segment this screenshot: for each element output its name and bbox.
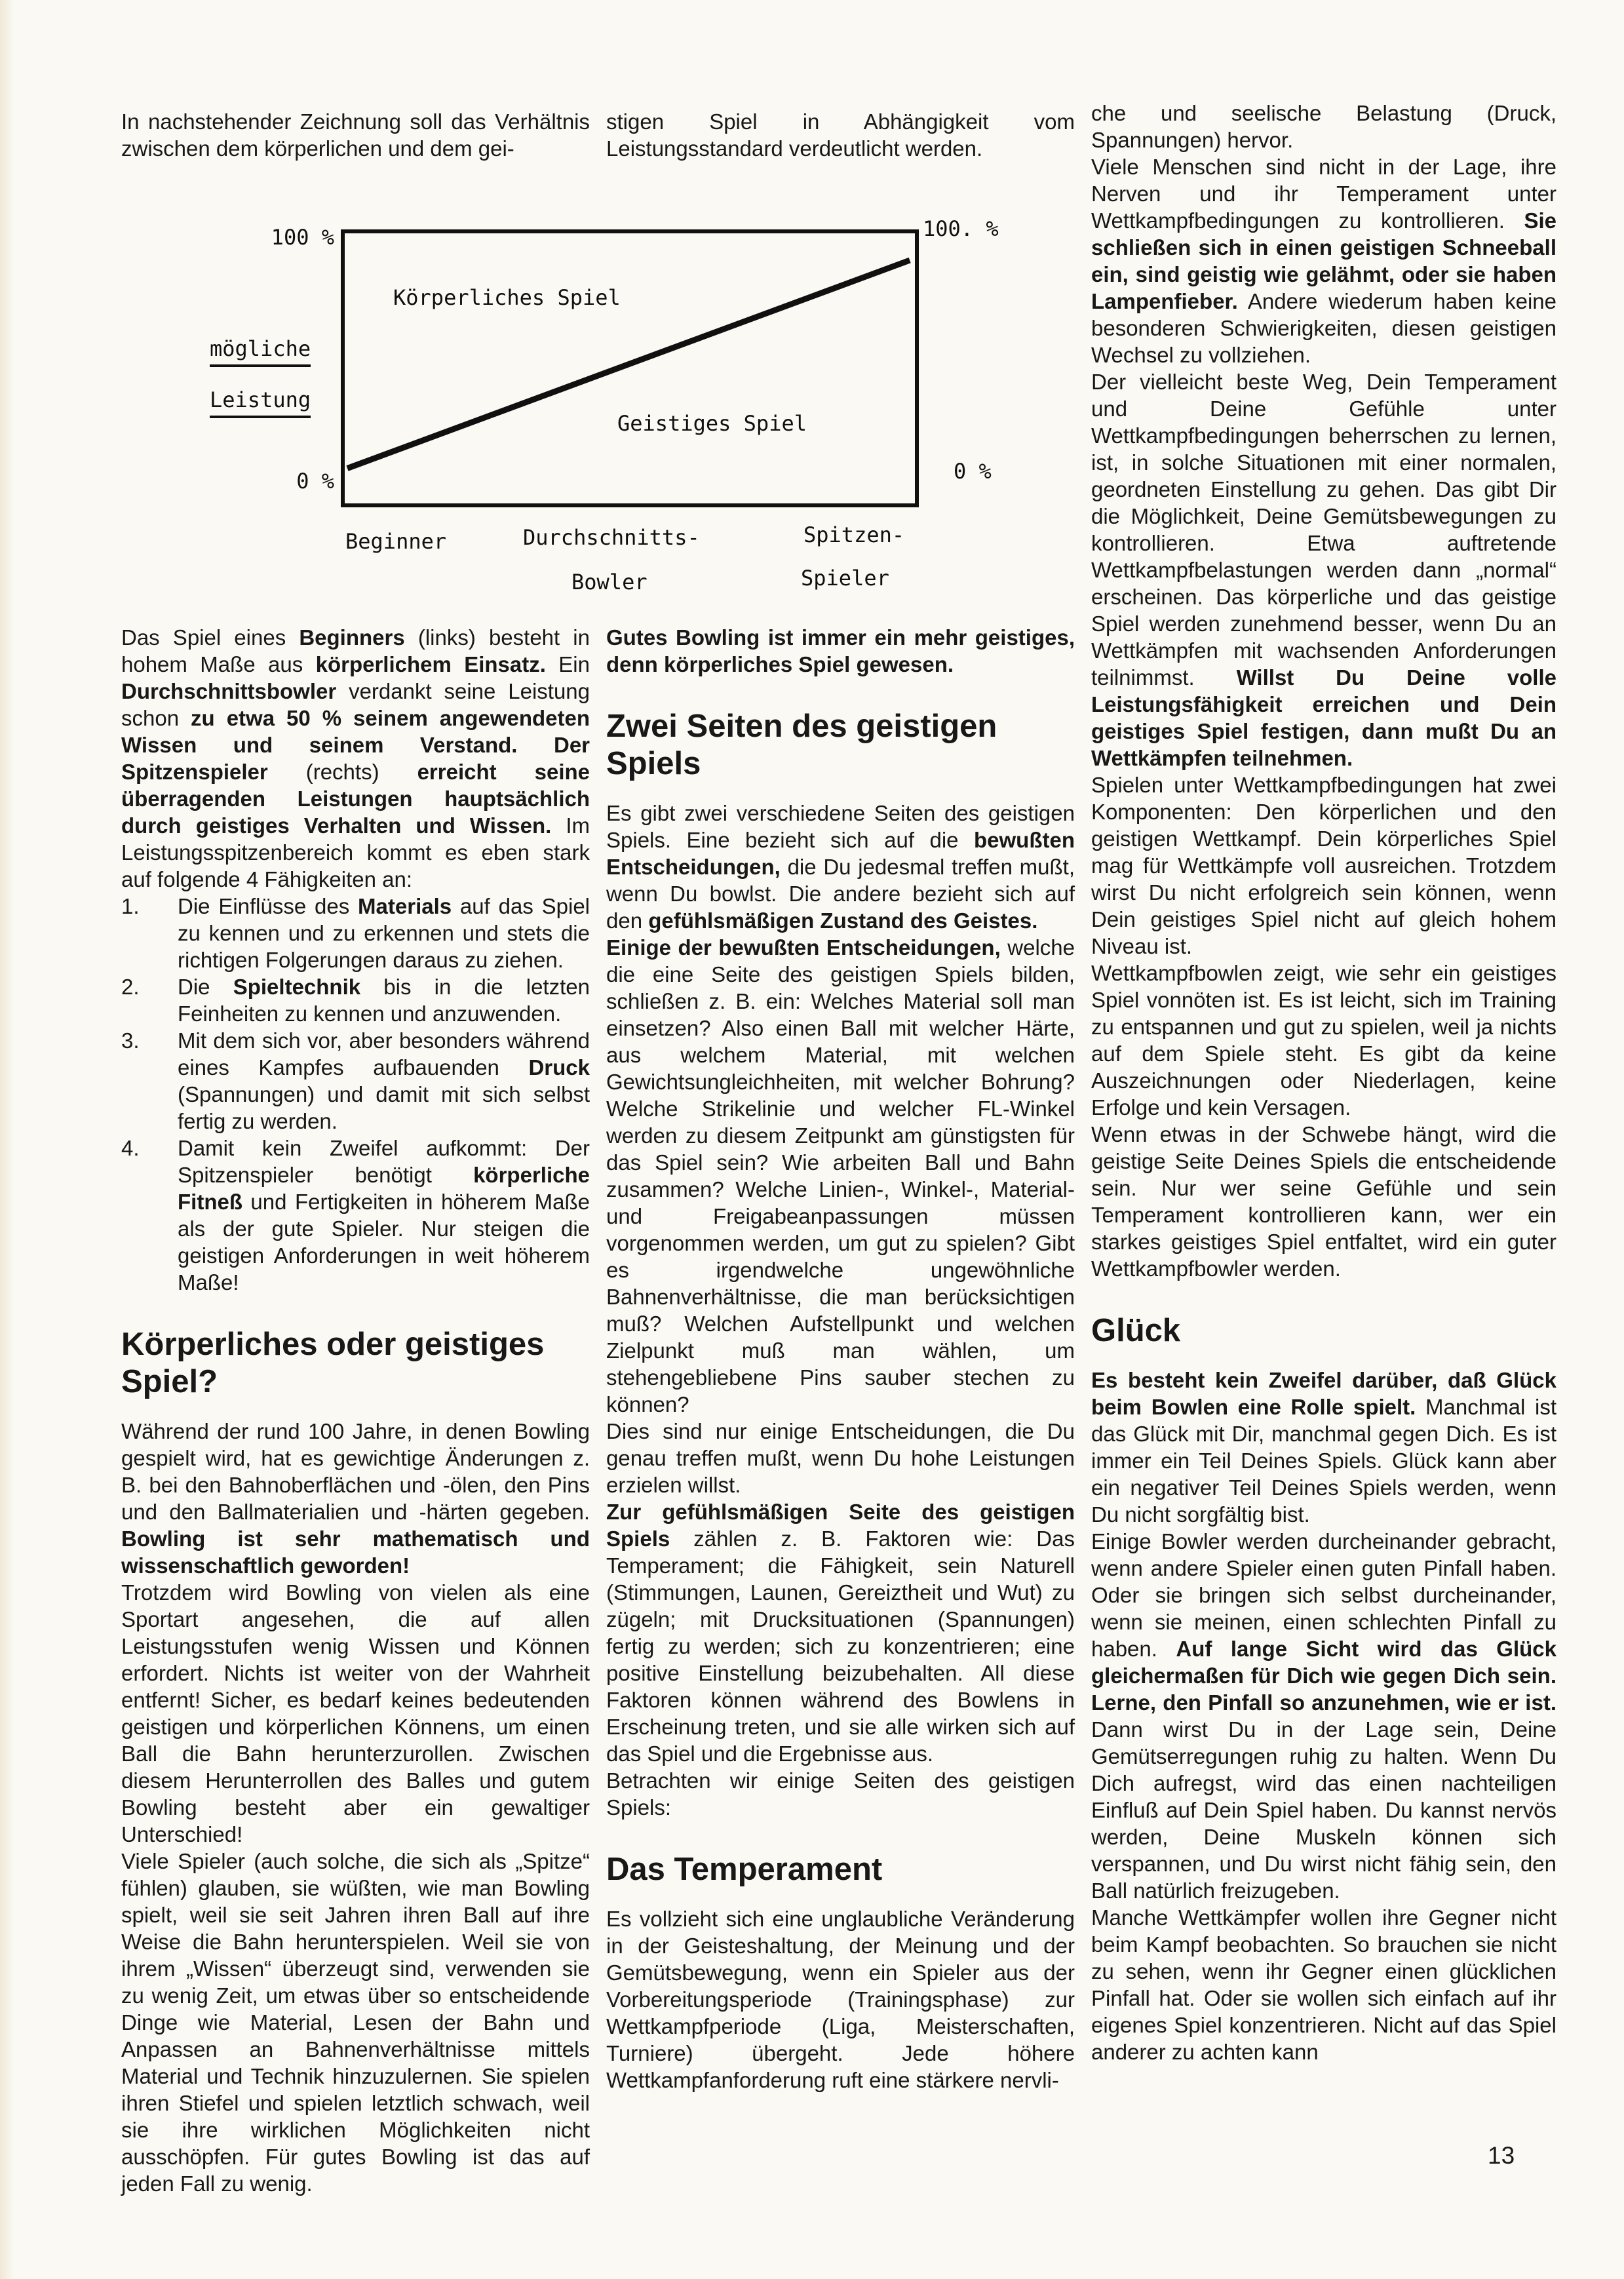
paragraph: Das Spiel eines Beginners (links) besteht in hohem Maße aus körperlichem Einsatz. Ein Durchschnittsbowler verdankt seine Leistung schon zu etwa 50 % seinem angewendeten Wissen und seinem Verstand. Der Spitzenspieler (rechts) erreicht seine überragenden Leistungen hauptsächlich durch geistiges Verhalten und Wissen. Im Leistungsspitzenbereich kommt es eben stark auf folgende 4 Fähigkeiten an: [121, 625, 590, 891]
paragraph: Spielen unter Wettkampfbedingungen hat zwei Komponenten: Den körperlichen und den geistigen Wettkampf. Dein körperliches Spiel mag für Wettkämpfe voll ausreichen. Trotzdem wirst Du nicht erfolgreich sein können, wenn Dein geistiges Spiel nicht auf gleich hohem Niveau ist. [1091, 773, 1556, 958]
list-item-text: Damit kein Zweifel aufkommt: Der Spitzenspieler benötigt körperliche Fitneß und Fertigkeiten in höherem Maße als der gute Spieler. Nur steigen die geistigen Anforderungen in weit höherem Maße! [178, 1136, 590, 1295]
intro-paragraph-left: In nachstehender Zeichnung soll das Verhältnis zwischen dem körperlichen und dem gei- [121, 109, 590, 161]
column-left [121, 624, 590, 2197]
area-label-koerperliches-spiel: Körperliches Spiel [393, 285, 621, 310]
paragraph: Wettkampfbowlen zeigt, wie sehr ein geistiges Spiel vonnöten ist. Es ist leicht, sich im Training zu entspannen und gut zu spielen, weil ja nichts auf dem Spiele steht. Es gibt da keine Auszeichnungen oder Niederlagen, keine Erfolge und kein Versagen. [1091, 961, 1556, 1120]
list-item-text: Die Spieltechnik bis in die letzten Feinheiten zu kennen und anzuwenden. [178, 975, 590, 1026]
list-item [121, 1135, 590, 1296]
paragraph: Betrachten wir einige Seiten des geistigen Spiels: [606, 1768, 1075, 1820]
bold-text: Es besteht kein Zweifel darüber, daß Glück beim Bowlen eine Rolle spielt. [1091, 1368, 1556, 1419]
paragraph: Der vielleicht beste Weg, Dein Temperament und Deine Gefühle unter Wettkampfbedingungen beherrschen zu lernen, ist, in solche Situationen mit einer normalen, geordneten Einstellung zu gehen. Das gibt Dir die Möglichkeit, Deine Gemütsbewegungen zu kontrollieren. Etwa auftretende Wettkampfbelastungen werden dann „normal“ erscheinen. Das körperliche und das geistige Spiel werden zunehmend besser, wenn Du an Wettkämpfen mit wachsenden Anforderungen teilnimmst. Willst Du Deine volle Leistungsfähigkeit erreichen und Dein geistiges Spiel festigen, dann mußt Du an Wettkämpfen teilnehmen. [1091, 370, 1556, 770]
paragraph: che und seelische Belastung (Druck, Spannungen) hervor. [1091, 101, 1556, 152]
list-item-text: Mit dem sich vor, aber besonders während eines Kampfes aufbauenden Druck (Spannungen) und damit mit sich selbst fertig zu werden. [178, 1028, 590, 1133]
x-axis-label-beginner: Beginner [345, 529, 447, 554]
list-item-number: 3. [121, 1028, 140, 1053]
y-axis-max-label-left: 100 % [271, 225, 334, 250]
bold-text: Auf lange Sicht wird das Glück gleichermaßen für Dich wie gegen Dich sein. Lerne, den Pinfall so anzunehmen, wie er ist. [1091, 1637, 1556, 1715]
list-item-text: Die Einflüsse des Materials auf das Spiel zu kennen und zu erkennen und stets die richtigen Folgerungen daraus zu ziehen. [178, 894, 590, 972]
bold-text: Willst Du Deine volle Leistungsfähigkeit erreichen und Dein geistiges Spiel festigen, dann mußt Du an Wettkämpfen teilnehmen. [1091, 665, 1556, 770]
area-label-geistiges-spiel: Geistiges Spiel [617, 411, 807, 436]
x-axis-label-spitzen: Spitzen- [803, 522, 905, 547]
bold-text: Sie schließen sich in einen geistigen Schneeball ein, sind geistig wie gelähmt, oder sie haben Lampenfieber. [1091, 208, 1556, 313]
list-item-number: 2. [121, 975, 140, 999]
list-item [121, 973, 590, 1027]
list-item [121, 1027, 590, 1135]
bold-text: bewußten Entscheidungen, [606, 828, 1075, 879]
intro-paragraph-middle: stigen Spiel in Abhängigkeit vom Leistungsstandard verdeutlicht werden. [606, 109, 1075, 161]
y-axis-min-label-right: 0 % [954, 459, 992, 484]
list-item [121, 893, 590, 973]
paragraph [606, 624, 1075, 678]
list-item-number: 4. [121, 1136, 140, 1160]
section-heading: Das Temperament [606, 1852, 883, 1887]
paragraph: Trotzdem wird Bowling von vielen als eine Sportart angesehen, die auf allen Leistungsstufen wenig Wissen und Können erfordert. Nichts ist weiter von der Wahrheit entfernt! Sicher, es bedarf keines bedeutenden geistigen und körperlichen Könnens, um einen Ball die Bahn herunterzurollen. Zwischen diesem Herunterrollen des Balles und gutem Bowling besteht aber ein gewaltiger Unterschied! [121, 1580, 590, 1846]
bold-text: körperliche Fitneß [178, 1163, 590, 1214]
bold-text: Einige der bewußten Entscheidungen, [606, 935, 1001, 960]
paragraph: Viele Menschen sind nicht in der Lage, ihre Nerven und ihr Temperament unter Wettkampfbedingungen zu kontrollieren. Sie schließen sich in einen geistigen Schneeball ein, sind geistig wie gelähmt, oder sie haben Lampenfieber. Andere wiederum haben keine besonderen Schwierigkeiten, diesen geistigen Wechsel zu vollziehen. [1091, 155, 1556, 367]
y-axis-max-label-right: 100. % [923, 216, 999, 241]
x-axis-label-spieler: Spieler [801, 566, 889, 591]
bold-text: Bowling ist sehr mathematisch und wissenschaftlich geworden! [121, 1527, 590, 1578]
bold-text: Beginners [299, 625, 405, 650]
list-item-number: 1. [121, 894, 140, 918]
paragraph: Es vollzieht sich eine unglaubliche Veränderung in der Geisteshaltung, der Meinung und der Gemütsbewegung, wenn ein Spieler aus der Vorbereitungsperiode (Trainingsphase) zur Wettkampfperiode (Liga, Meisterschaften, Turniere) übergeht. Jede höhere Wettkampfanforderung ruft eine stärkere nervli- [606, 1907, 1075, 2092]
paragraph: Manche Wettkämpfer wollen ihre Gegner nicht beim Kampf beobachten. So brauchen sie nicht zu sehen, wenn ihr Gegner einen glücklichen Pinfall hat. Oder sie wollen sich einfach auf ihr eigenes Spiel konzentrieren. Nicht auf das Spiel anderer zu achten kann [1091, 1905, 1556, 2064]
bold-text: Zur gefühlsmäßigen Seite des geistigen Spiels [606, 1500, 1075, 1551]
x-axis-label-durchschnitts: Durchschnitts- [523, 525, 700, 550]
paragraph: Wenn etwas in der Schwebe hängt, wird die geistige Seite Deines Spiels die entscheidende sein. Nur wer seine Gefühle und sein Temperament kontrollieren kann, wer ein starkes geistiges Spiel entfaltet, wird ein guter Wettkampfbowler werden. [1091, 1122, 1556, 1281]
column-right [1091, 100, 1556, 2065]
section-heading: Körperliches oder geistiges Spiel? [121, 1327, 545, 1399]
bold-text: Druck [528, 1055, 590, 1080]
paragraph: Zur gefühlsmäßigen Seite des geistigen Spiels zählen z. B. Faktoren wie: Das Temperament; die Fähigkeit, sein Naturell (Stimmungen, Launen, Gereiztheit und Wut) zu zügeln; mit Drucksituationen (Spannungen) fertig zu werden; sich zu konzentrieren; eine positive Einstellung beizubehalten. All diese Faktoren können während des Bowlens in Erscheinung treten, und sie alle wirken sich auf das Spiel und die Ergebnisse aus. [606, 1500, 1075, 1766]
y-axis-title-line2: Leistung [210, 387, 311, 418]
paragraph: Dies sind nur einige Entscheidungen, die Du genau treffen mußt, wenn Du hohe Leistungen erzielen willst. [606, 1419, 1075, 1497]
y-axis-min-label-left: 0 % [296, 469, 334, 494]
paragraph: Es besteht kein Zweifel darüber, daß Glück beim Bowlen eine Rolle spielt. Manchmal ist das Glück mit Dir, manchmal gegen Dich. Es ist immer ein Teil Deines Spiels. Glück kann aber ein negativer Teil Deines Spiels werden, wenn Du nicht sorgfältig bist. [1091, 1368, 1556, 1527]
bold-text: zu etwa 50 % seinem angewendeten Wissen und seinem Verstand. [121, 706, 590, 757]
x-axis-label-bowler: Bowler [571, 570, 648, 594]
paragraph: Es gibt zwei verschiedene Seiten des geistigen Spiels. Eine bezieht sich auf die bewußten Entscheidungen, die Du jedesmal treffen mußt, wenn Du bowlst. Die andere bezieht sich auf den gefühlsmäßigen Zustand des Geistes. [606, 801, 1075, 933]
page-number: 13 [1488, 2142, 1515, 2169]
bold-text: Gutes Bowling ist immer ein mehr geistiges, denn körperliches Spiel gewesen. [606, 625, 1075, 676]
column-middle [606, 624, 1075, 2094]
bold-text: erreicht seine überragenden Leistungen hauptsächlich durch geistiges Verhalten und Wissen. [121, 760, 590, 838]
y-axis-title-line1: mögliche [210, 336, 311, 367]
paragraph: Viele Spieler (auch solche, die sich als „Spitze“ fühlen) glauben, sie wüßten, wie man Bowling spielt, weil sie seit Jahren ihren Ball auf ihre Weise die Bahn herunterspielen. Weil sie von ihrem „Wissen“ überzeugt sind, verwenden sie zu wenig Zeit, um etwas über so entscheidende Dinge wie Material, Lesen der Bahn und Anpassen an Bahnenverhältnisse mittels Material und Technik hinzuzulernen. Sie spielen ihren Stiefel und spielen letztlich schwach, weil sie ihre wirklichen Möglichkeiten nicht ausschöpfen. Für gutes Bowling ist das auf jeden Fall zu wenig. [121, 1849, 590, 2196]
figure [164, 187, 1003, 639]
paragraph: Während der rund 100 Jahre, in denen Bowling gespielt wird, hat es gewichtige Änderungen z. B. bei den Bahnoberflächen und -ölen, den Pins und den Ballmaterialien und -härten gegeben. Bowling ist sehr mathematisch und wissenschaftlich geworden! [121, 1419, 590, 1578]
bold-text: körperlichem Einsatz. [315, 652, 546, 676]
bold-text: Spieltechnik [233, 975, 361, 999]
bold-text: Der Spitzenspieler [121, 733, 590, 784]
paragraph: Einige der bewußten Entscheidungen, welche die eine Seite des geistigen Spiels bilden, schließen z. B. ein: Welches Material soll man einsetzen? Also einen Ball mit welcher Härte, aus welchem Material, mit welchen Gewichtsungleichheiten, mit welcher Bohrung? Welche Strikelinie und welcher FL-Winkel werden zu diesem Zeitpunkt am günstigsten für das Spiel sein? Wie arbeiten Ball und Bahn zusammen? Welche Linien-, Winkel-, Material- und Freigabeanpassungen müssen vorgenommen werden, um gut zu spielen? Gibt es irgendwelche ungewöhnliche Bahnenverhältnisse, die man berücksichtigen muß? Welchen Aufstellpunkt und welchen Zielpunkt muß man wählen, um stehengebliebene Pins sauber stechen zu können? [606, 935, 1075, 1416]
bold-text: Materials [358, 894, 452, 918]
bold-text: Durchschnittsbowler [121, 679, 337, 703]
bold-text: gefühlsmäßigen Zustand des Geistes. [648, 908, 1038, 933]
section-heading: Glück [1091, 1313, 1181, 1348]
paragraph: Einige Bowler werden durcheinander gebracht, wenn andere Spieler einen guten Pinfall haben. Oder sie bringen sich selbst durcheinander, wenn sie meinen, einen schlechten Pinfall zu haben. Auf lange Sicht wird das Glück gleichermaßen für Dich wie gegen Dich sein. Lerne, den Pinfall so anzunehmen, wie er ist. Dann wirst Du in der Lage sein, Deine Gemütserregungen ruhig zu halten. Wenn Du Dich aufregst, wird das einen nachteiligen Einfluß auf Dein Spiel haben. Du kannst nervös werden, Deine Muskeln können sich verspannen, und Du wirst nicht fähig sein, den Ball natürlich freizugeben. [1091, 1529, 1556, 1903]
section-heading: Zwei Seiten des geistigen Spiels [606, 709, 997, 781]
chart-box [341, 229, 919, 507]
